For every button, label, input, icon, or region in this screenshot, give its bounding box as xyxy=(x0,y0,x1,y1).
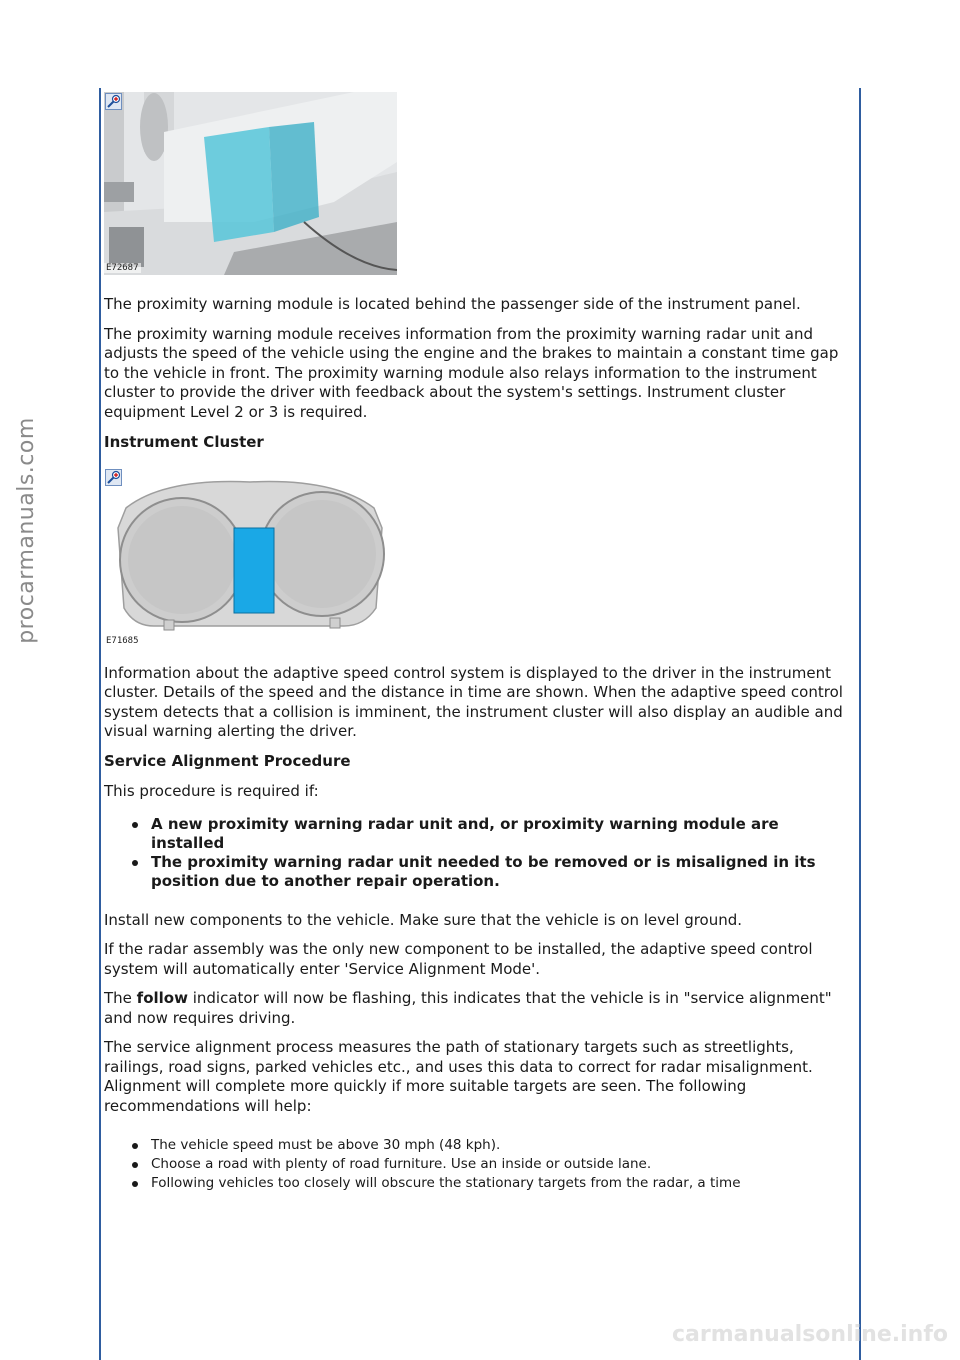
paragraph-install: Install new components to the vehicle. Make sure that the vehicle is on level ground. xyxy=(104,910,743,929)
paragraph-alignment-process: The service alignment process measures the path of stationary targets such as streetlights, railings, road signs, parked vehicles etc., and uses this data to correct for radar misalignment. Alignment will complete more quickly if more suitable targets are seen. The following recommendations will help: xyxy=(104,1038,813,1115)
heading-service-alignment: Service Alignment Procedure xyxy=(104,751,351,770)
side-watermark-text: procarmanuals.com xyxy=(13,416,39,644)
right-border-rule xyxy=(859,88,861,1360)
list-item: The vehicle speed must be above 30 mph (48 kph). xyxy=(104,1136,856,1155)
paragraph-module-function: The proximity warning module receives information from the proximity warning radar unit and adjusts the speed of the vehicle using the engine and the brakes to maintain a constant time gap to the vehicle in front. The proximity warning module also relays information to the instrument cluster to provide the driver with feedback about the system's settings. Instrument cluster equipment Level 2 or 3 is required. xyxy=(104,324,839,421)
list-item: Choose a road with plenty of road furniture. Use an inside or outside lane. xyxy=(104,1155,856,1174)
zoom-icon[interactable] xyxy=(105,93,122,110)
figure-code: E71685 xyxy=(106,635,139,646)
paragraph-follow-indicator xyxy=(104,989,856,1028)
required-if-list xyxy=(104,815,856,891)
document-content xyxy=(104,90,856,1193)
instrument-cluster-drawing xyxy=(104,468,397,648)
recommendations-list xyxy=(104,1136,856,1193)
list-item: A new proximity warning radar unit and, or proximity warning module are installed xyxy=(104,815,856,853)
paragraph-radar-only: If the radar assembly was the only new component to be installed, the adaptive speed control system will automatically enter 'Service Alignment Mode'. xyxy=(104,940,813,978)
module-location-drawing xyxy=(104,92,397,275)
figure-code: E72687 xyxy=(106,263,139,273)
instrument-cluster-illustration[interactable] xyxy=(104,468,397,648)
paragraph-module-location: The proximity warning module is located behind the passenger side of the instrument panel. xyxy=(104,295,801,313)
bottom-watermark: carmanualsonline.info xyxy=(672,1322,948,1347)
paragraph-required-if: This procedure is required if: xyxy=(104,782,319,800)
list-item: Following vehicles too closely will obscure the stationary targets from the radar, a time xyxy=(104,1174,856,1193)
list-item: The proximity warning radar unit needed to be removed or is misaligned in its position due to another repair operation. xyxy=(104,853,856,891)
follow-keyword: follow xyxy=(136,989,188,1007)
left-border-rule xyxy=(99,88,101,1360)
side-watermark xyxy=(6,280,46,780)
paragraph-cluster-info: Information about the adaptive speed control system is displayed to the driver in the instrument cluster. Details of the speed and the distance in time are shown. When the adaptive speed control system detects that a collision is imminent, the instrument cluster will also display an audible and visual warning alerting the driver. xyxy=(104,663,843,740)
follow-text-pre: The xyxy=(104,989,137,1007)
zoom-icon[interactable] xyxy=(105,469,122,486)
heading-instrument-cluster: Instrument Cluster xyxy=(104,433,264,451)
module-location-illustration[interactable] xyxy=(104,92,397,275)
follow-text-post: indicator will now be flashing, this indicates that the vehicle is in "service alignment" and now requires driving. xyxy=(104,989,832,1027)
